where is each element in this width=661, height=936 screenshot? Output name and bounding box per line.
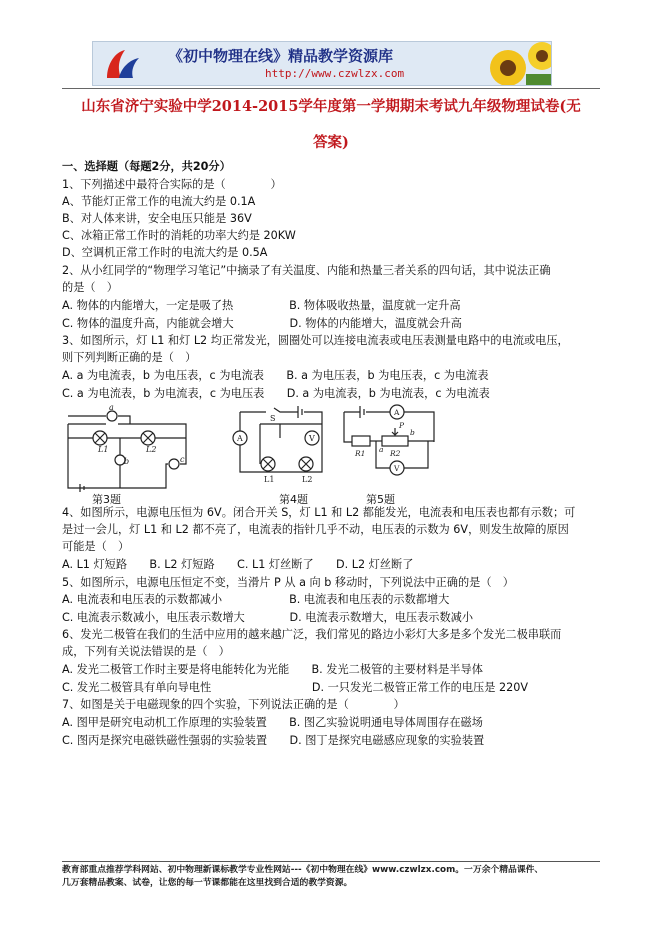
q1-option-c: C、冰箱正常工作时的消耗的功率大约是 20KW [62,229,296,242]
question-3: 3、如图所示，灯 L1 和灯 L2 均正常发光，圆圈处可以连接电流表或电压表测量电路中的电流或电压， [62,334,569,347]
question-3-cont: 则下列判断正确的是（ ） [62,351,197,364]
fig4-label-v: V [309,434,315,443]
fig3-label-l2: L2 [146,445,157,454]
page-title: 山东省济宁实验中学2014-2015学年度第一学期期末考试九年级物理试卷(无 [81,98,581,115]
q1-option-a: A、节能灯正常工作的电流大约是 0.1A [62,195,256,208]
question-4-cont: 是过一会儿，灯 L1 和 L2 都不亮了，电流表的指针几乎不动，电压表的示数为 6V，则发生故障的原因 [62,523,569,536]
footer-line-2: 几万套精品教案、试卷，让您的每一节课都能在这里找到合适的教学资源。 [62,878,353,888]
question-2: 2、从小红同学的“物理学习笔记”中摘录了有关温度、内能和热量三者关系的四句话，其中说法正确 [62,264,551,277]
q1-option-b: B、对人体来讲，安全电压只能是 36V [62,212,252,225]
q5-options-ab: A. 电流表和电压表的示数都减小 B. 电流表和电压表的示数都增大 [62,593,450,606]
question-6-cont: 成，下列有关说法错误的是（ ） [62,645,230,658]
page-title-continued: 答案) [313,134,349,151]
fig5-label-r2: R2 [390,449,401,458]
fig4-label-a: A [237,434,243,443]
figure-4-circuit [230,404,330,488]
question-7: 7、如图是关于电磁现象的四个实验，下列说法正确的是（ ） [62,698,405,711]
fig4-label-s: S [270,414,276,423]
fig3-label-b: b [124,457,130,466]
fig5-label-v: V [394,464,400,473]
footer-line-1: 教育部重点推荐学科网站、初中物理新课标教学专业性网站---《初中物理在线》www.czwlzx.com。一万余个精品课件、 [62,865,544,875]
q3-options-ab: A. a 为电流表，b 为电压表，c 为电流表 B. a 为电压表，b 为电压表，c 为电流表 [62,369,489,382]
figure-4-caption: 第4题 [279,493,308,506]
fig4-label-l2: L2 [302,475,313,484]
fig5-label-a: a [379,445,384,454]
q4-options: A. L1 灯短路 B. L2 灯短路 C. L1 灯丝断了 D. L2 灯丝断了 [62,558,414,571]
figure-3-circuit [62,404,192,494]
figure-5-circuit [340,404,438,488]
question-4: 4、如图所示，电源电压恒为 6V。闭合开关 S，灯 L1 和 L2 都能发光，电流表和电压表也都有示数；可 [62,506,576,519]
figure-3-caption: 第3题 [92,493,121,506]
footer-rule [62,861,600,862]
header-rule [62,88,600,89]
sunflower-image [478,41,552,86]
fig3-label-a: a [109,404,114,412]
fig5-label-p: P [399,421,405,430]
fig3-label-l1: L1 [98,445,109,454]
fig4-label-l1: L1 [264,475,275,484]
question-1: 1、下列描述中最符合实际的是（ ） [62,178,282,191]
banner-title: 《初中物理在线》精品教学资源库 [168,47,394,65]
q6-options-cd: C. 发光二极管具有单向导电性 D. 一只发光二极管正常工作的电压是 220V [62,681,528,694]
site-logo [101,46,141,82]
section-heading: 一、选择题（每题2分，共20分） [62,160,231,173]
fig5-label-r1: R1 [355,449,366,458]
q7-options-cd: C. 图丙是探究电磁铁磁性强弱的实验装置 D. 图丁是探究电磁感应现象的实验装置 [62,734,485,747]
fig5-label-b: b [410,428,415,437]
q5-options-cd: C. 电流表示数减小，电压表示数增大 D. 电流表示数增大，电压表示数减小 [62,611,474,624]
figure-5-caption: 第5题 [366,493,395,506]
fig5-label-a-meter: A [394,408,400,417]
q7-options-ab: A. 图甲是研究电动机工作原理的实验装置 B. 图乙实验说明通电导体周围存在磁场 [62,716,483,729]
q2-options-cd: C. 物体的温度升高，内能就会增大 D. 物体的内能增大，温度就会升高 [62,317,462,330]
q1-option-d: D、空调机正常工作时的电流大约是 0.5A [62,246,268,259]
banner-url: http://www.czwlzx.com [265,67,405,80]
question-5: 5、如图所示，电源电压恒定不变，当滑片 P 从 a 向 b 移动时，下列说法中正确的是（ ） [62,576,514,589]
q6-options-ab: A. 发光二极管工作时主要是将电能转化为光能 B. 发光二极管的主要材料是半导体 [62,663,483,676]
question-4-cont2: 可能是（ ） [62,540,130,553]
header-banner [92,41,552,86]
question-6: 6、发光二极管在我们的生活中应用的越来越广泛，我们常见的路边小彩灯大多是多个发光二极串联而 [62,628,562,641]
q2-options-ab: A. 物体的内能增大，一定是吸了热 B. 物体吸收热量，温度就一定升高 [62,299,461,312]
question-2-cont: 的是（ ） [62,281,118,294]
q3-options-cd: C. a 为电流表，b 为电流表，c 为电压表 D. a 为电流表，b 为电流表，c 为电流表 [62,387,490,400]
fig3-label-c: c [180,455,185,464]
